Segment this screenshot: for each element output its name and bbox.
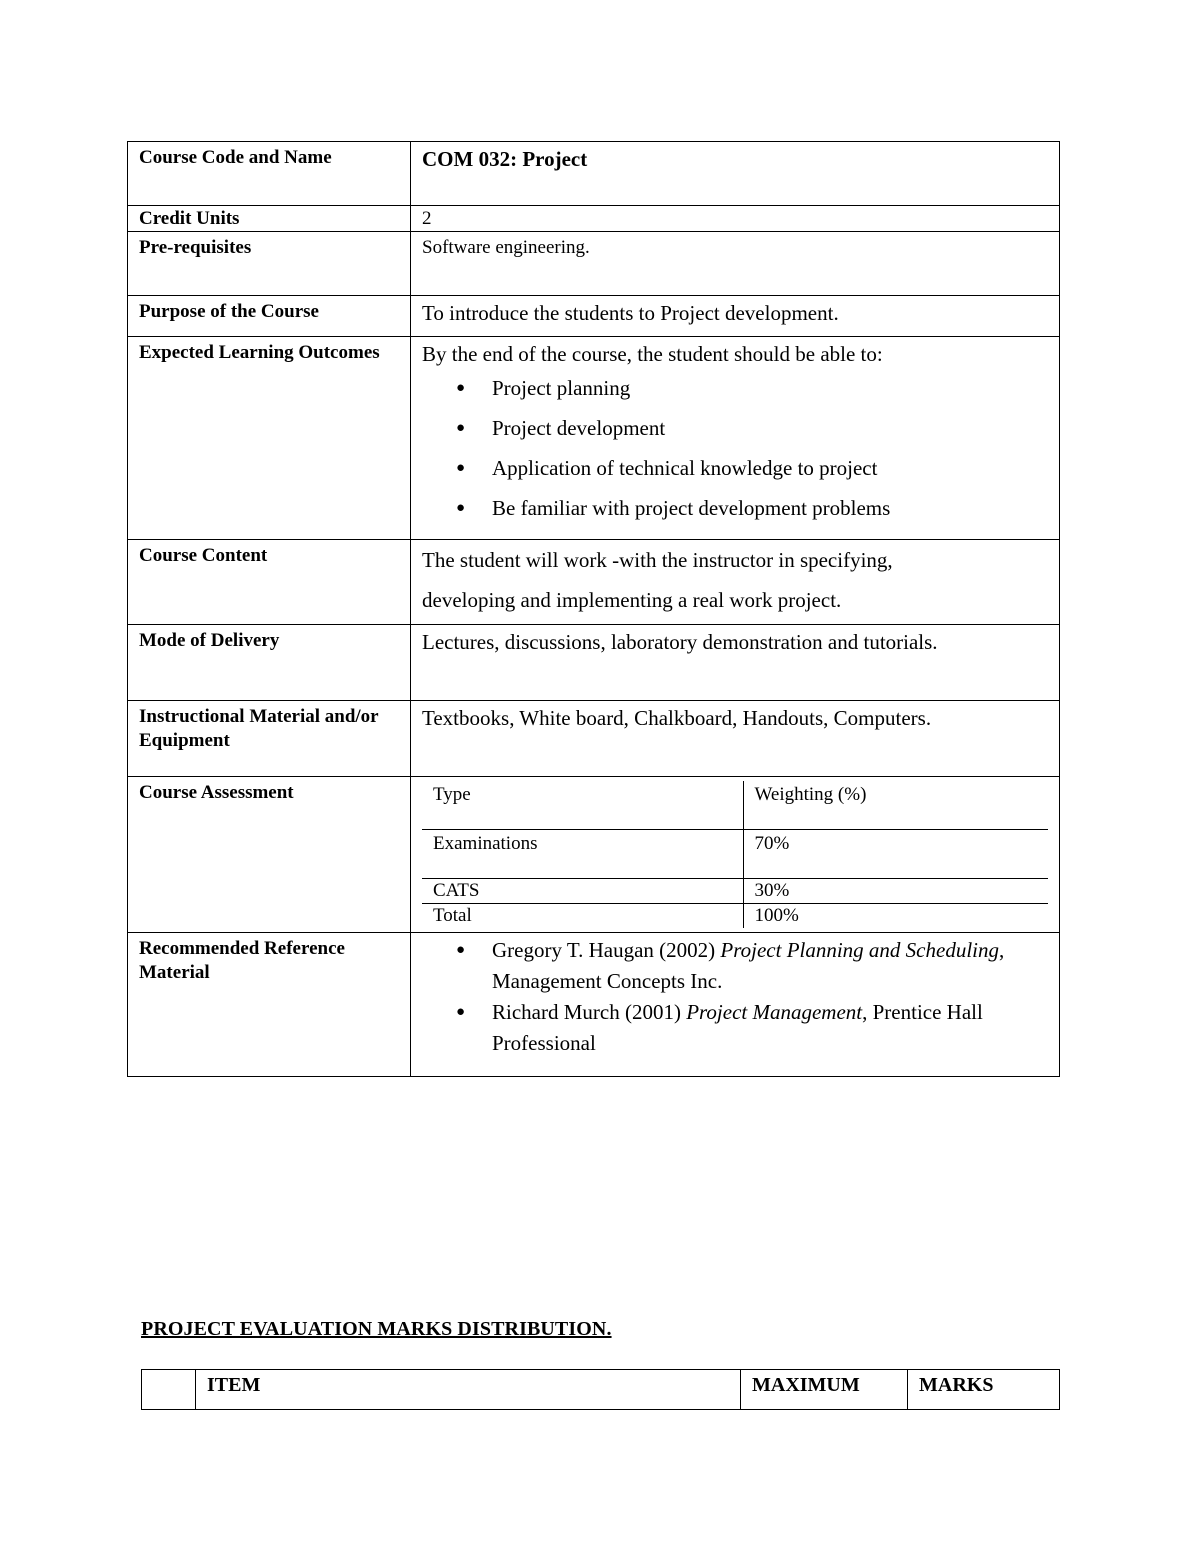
delivery-label: Mode of Delivery [128,625,411,701]
assessment-cell: 30% [743,878,1048,903]
course-code-label: Course Code and Name [128,142,411,206]
marks-header-marks: MARKS [908,1370,1060,1410]
content-label: Course Content [128,540,411,625]
marks-table [141,1369,1060,1410]
outcomes-intro: By the end of the course, the student should be able to: [422,342,883,366]
outcomes-list [422,375,1048,521]
assessment-header-type: Type [433,784,471,805]
assessment-cell: Examinations [422,829,743,878]
table-row [142,1370,1060,1410]
list-item: ● Project development [492,415,1048,441]
row-prerequisites [128,232,1060,296]
delivery-value: Lectures, discussions, laboratory demonstration and tutorials. [411,625,1060,701]
assessment-header-weighting: Weighting (%) [743,781,1048,829]
row-delivery [128,625,1060,701]
prerequisites-value: Software engineering. [411,232,1060,296]
list-item: ● Project planning [492,375,1048,401]
marks-header-blank [142,1370,196,1410]
table-row [422,878,1048,903]
marks-header-maximum: MAXIMUM [741,1370,908,1410]
assessment-label: Course Assessment [128,777,411,933]
credit-units-label: Credit Units [128,206,411,232]
assessment-table [422,781,1048,928]
outcomes-label: Expected Learning Outcomes [128,337,411,540]
row-outcomes [128,337,1060,540]
list-item [492,935,1048,997]
assessment-cell: Total [422,903,743,928]
prerequisites-label: Pre-requisites [128,232,411,296]
assessment-cell: 100% [743,903,1048,928]
row-assessment [128,777,1060,933]
row-references [128,933,1060,1077]
material-label: Instructional Material and/or Equipment [128,701,411,777]
content-line-1: The student will work -with the instructor in specifying, [422,548,893,572]
credit-units-value: 2 [411,206,1060,232]
marks-section-heading: PROJECT EVALUATION MARKS DISTRIBUTION. [141,1318,612,1340]
list-item [492,997,1048,1059]
course-code-value: COM 032: Project [422,147,588,171]
row-credit-units [128,206,1060,232]
material-value: Textbooks, White board, Chalkboard, Handouts, Computers. [411,701,1060,777]
list-item: ● Application of technical knowledge to project [492,455,1048,481]
list-item: ● Be familiar with project development problems [492,495,1048,521]
row-material [128,701,1060,777]
marks-header-item: ITEM [196,1370,741,1410]
table-row [422,903,1048,928]
assessment-cell: CATS [422,878,743,903]
reference-publisher: , Prentice Hall Professional [492,1000,983,1055]
assessment-cell: 70% [743,829,1048,878]
purpose-label: Purpose of the Course [128,296,411,337]
table-row [422,829,1048,878]
table-row [422,781,1048,829]
references-list [422,935,1048,1059]
row-content [128,540,1060,625]
purpose-value: To introduce the students to Project development. [411,296,1060,337]
reference-author: Gregory T. Haugan (2002) [492,938,716,962]
course-table [127,141,1060,1077]
row-course-code [128,142,1060,206]
reference-publisher: , Management Concepts Inc. [492,938,1005,993]
row-purpose [128,296,1060,337]
reference-title: Project Management [686,1000,863,1024]
reference-title: Project Planning and Scheduling [720,938,999,962]
references-label: Recommended Reference Material [128,933,411,1077]
reference-author: Richard Murch (2001) [492,1000,681,1024]
content-line-2: developing and implementing a real work project. [422,588,842,612]
